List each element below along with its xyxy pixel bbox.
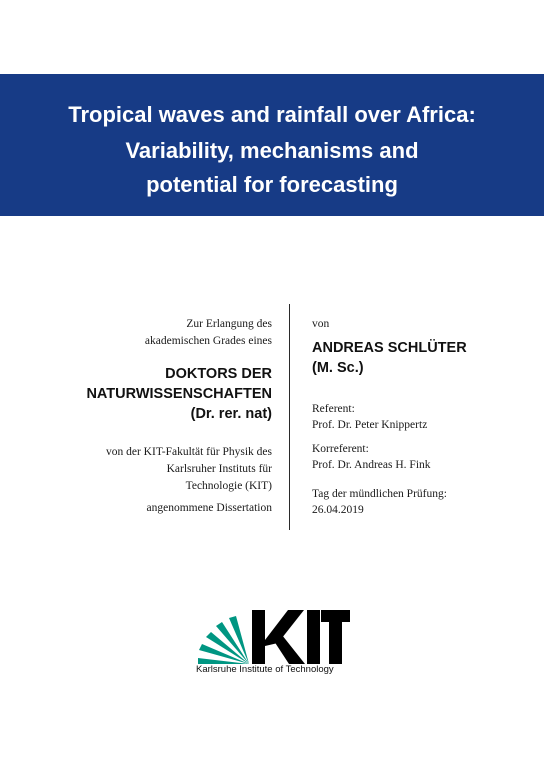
column-divider: [289, 304, 290, 530]
thesis-title-line-3: potential for forecasting: [146, 172, 398, 197]
author-degree: (M. Sc.): [312, 360, 364, 376]
korreferent-label: Korreferent:: [312, 443, 369, 455]
kit-wordmark: [252, 610, 350, 664]
kit-subtitle: Karlsruhe Institute of Technology: [196, 664, 334, 675]
purpose-line-1: Zur Erlangung des: [186, 318, 272, 330]
degree-line-3: (Dr. rer. nat): [190, 406, 272, 422]
faculty-line-2: Karlsruher Instituts für: [166, 463, 272, 475]
referent-label: Referent:: [312, 403, 355, 415]
author-name: ANDREAS SCHLÜTER: [312, 340, 467, 356]
korreferent-name: Prof. Dr. Andreas H. Fink: [312, 459, 431, 471]
von-label: von: [312, 318, 330, 330]
accepted-dissertation: angenommene Dissertation: [146, 502, 272, 514]
faculty-line-3: Technologie (KIT): [185, 480, 272, 492]
degree-line-1: DOKTORS DER: [165, 366, 272, 382]
faculty-line-1: von der KIT-Fakultät für Physik des: [106, 446, 272, 458]
degree-line-2: NATURWISSENSCHAFTEN: [86, 386, 272, 402]
thesis-title-line-1: Tropical waves and rainfall over Africa:: [68, 102, 476, 127]
thesis-title-line-2: Variability, mechanisms and: [125, 138, 419, 163]
kit-logo-fan-icon: [198, 616, 249, 664]
referent-name: Prof. Dr. Peter Knippertz: [312, 419, 428, 431]
exam-date: 26.04.2019: [312, 504, 364, 516]
exam-date-label: Tag der mündlichen Prüfung:: [312, 488, 447, 500]
purpose-line-2: akademischen Grades eines: [144, 335, 272, 347]
